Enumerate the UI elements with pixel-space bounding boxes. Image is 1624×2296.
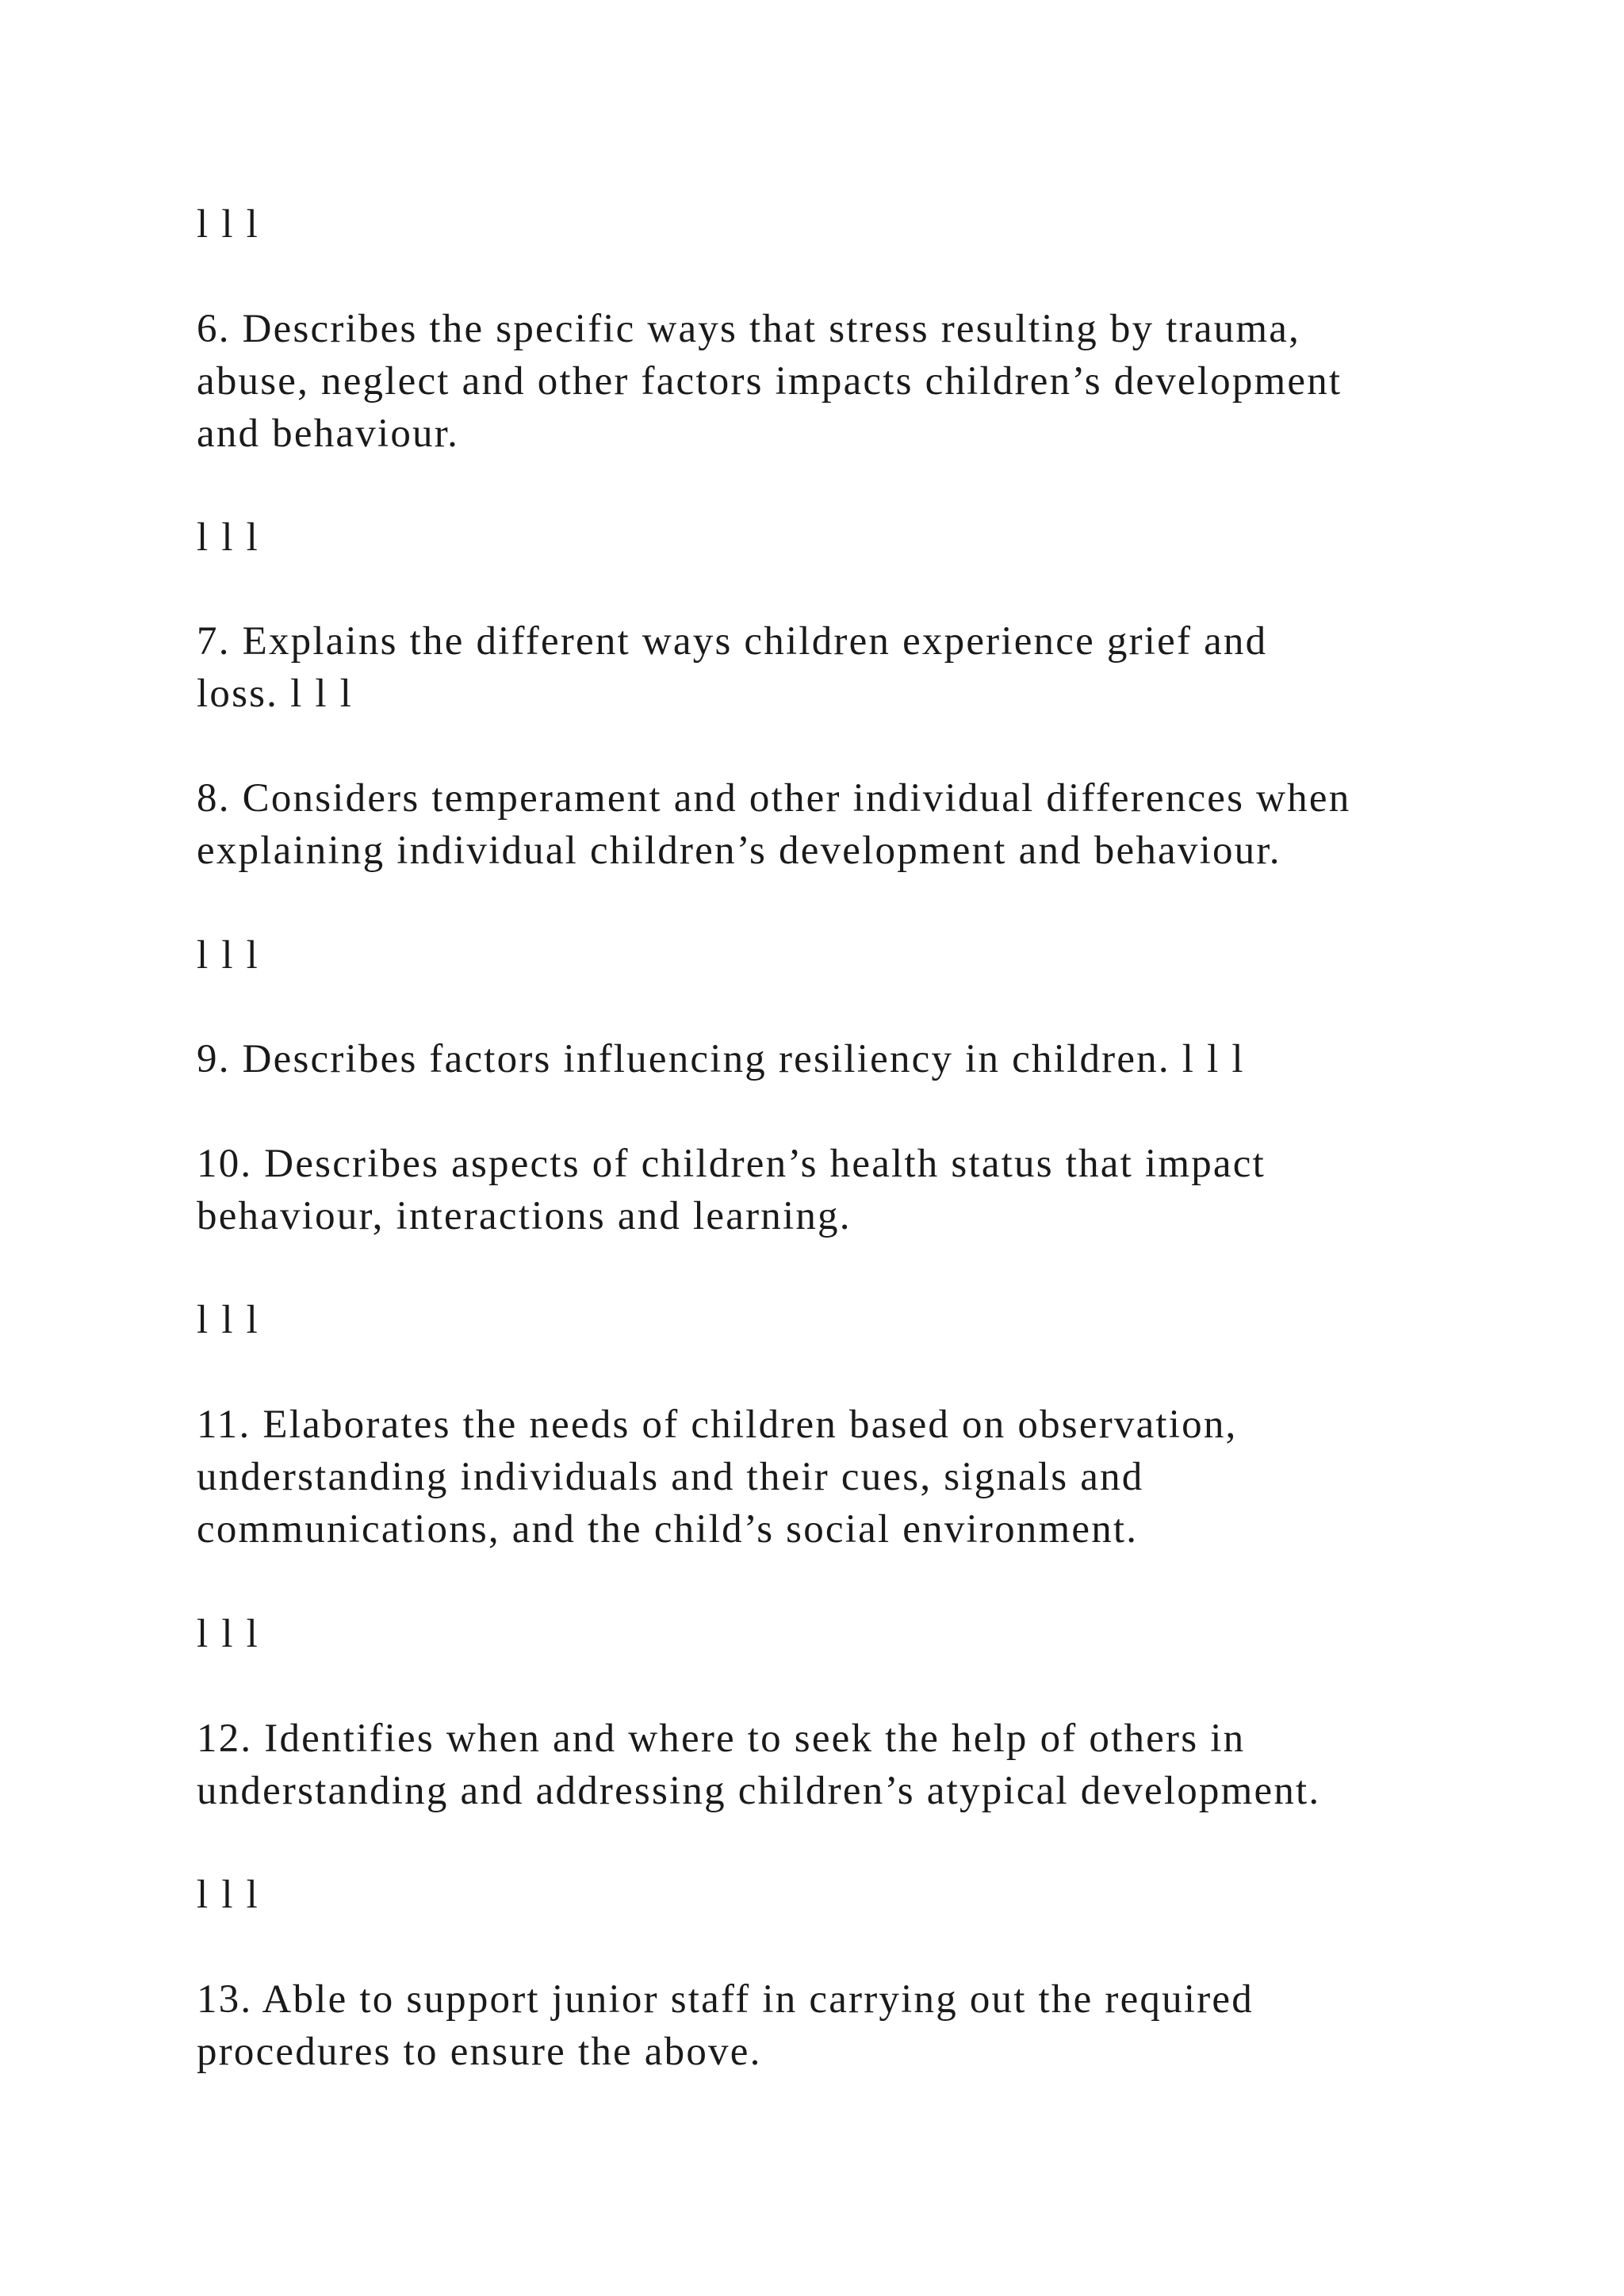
criterion-13-line-2: procedures to ensure the above. <box>197 2030 762 2074</box>
criterion-12-line-1: 12. Identifies when and where to seek the help of others in <box>197 1716 1246 1761</box>
criterion-8-line-2: explaining individual children’s development and behaviour. <box>197 828 1281 873</box>
criterion-7-line-1: 7. Explains the different ways children experience grief and <box>197 619 1268 664</box>
rating-marks: l l l <box>197 202 260 247</box>
criterion-13-line-1: 13. Able to support junior staff in carrying out the required <box>197 1977 1254 2022</box>
criterion-10-line-2: behaviour, interactions and learning. <box>197 1194 852 1238</box>
rating-marks: l l l <box>197 933 260 978</box>
criterion-11-line-1: 11. Elaborates the needs of children based on observation, <box>197 1402 1238 1447</box>
criterion-8-line-1: 8. Considers temperament and other individual differences when <box>197 776 1351 821</box>
criterion-12-line-2: understanding and addressing children’s atypical development. <box>197 1769 1321 1813</box>
criterion-7-line-2: loss. l l l <box>197 672 354 716</box>
criterion-11-line-2: understanding individuals and their cues, signals and <box>197 1455 1144 1499</box>
criterion-6-line-1: 6. Describes the specific ways that stress resulting by trauma, <box>197 307 1301 351</box>
rating-marks: l l l <box>197 1298 260 1342</box>
rating-marks: l l l <box>197 515 260 560</box>
criterion-10-line-1: 10. Describes aspects of children’s health status that impact <box>197 1142 1266 1186</box>
criterion-11-line-3: communications, and the child’s social environment. <box>197 1507 1139 1552</box>
rating-marks: l l l <box>197 1612 260 1656</box>
criterion-9-line-1: 9. Describes factors influencing resiliency in children. l l l <box>197 1037 1245 1081</box>
criterion-6-line-3: and behaviour. <box>197 411 460 456</box>
criterion-6-line-2: abuse, neglect and other factors impacts children’s development <box>197 359 1342 404</box>
rating-marks: l l l <box>197 1873 260 1917</box>
